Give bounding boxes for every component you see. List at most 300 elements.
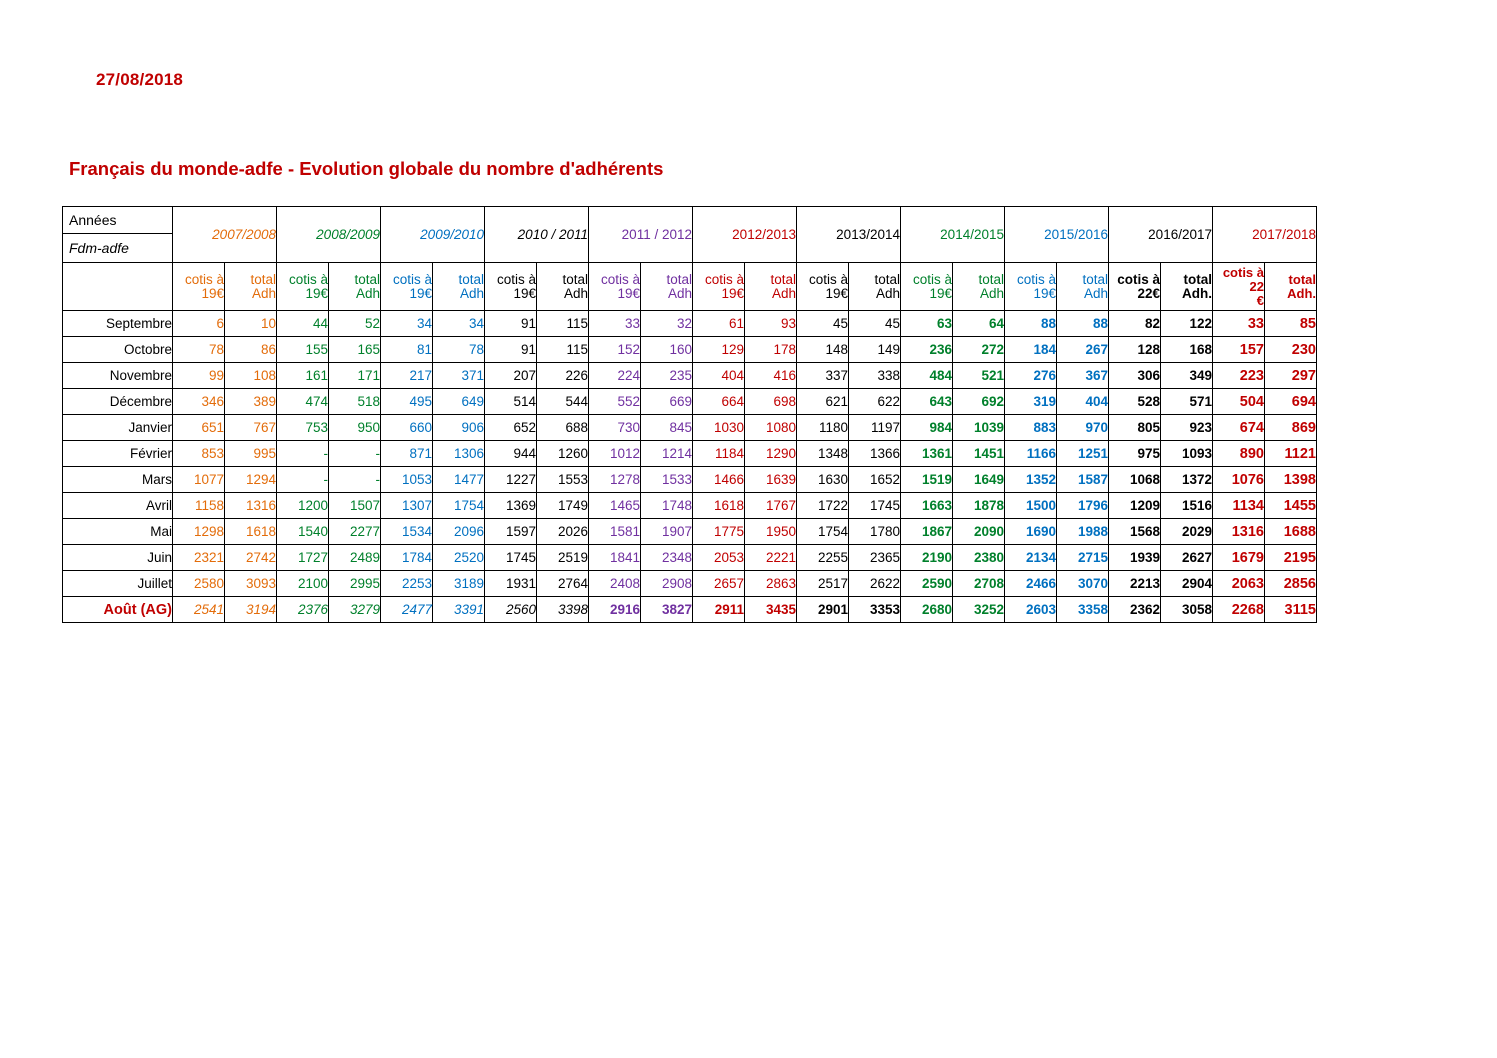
row-month-label: Mars xyxy=(63,467,173,493)
table-cell: 1841 xyxy=(589,545,641,571)
table-cell: 44 xyxy=(277,311,329,337)
table-cell: 3058 xyxy=(1161,597,1213,623)
table-cell: 1053 xyxy=(381,467,433,493)
table-cell: 1519 xyxy=(901,467,953,493)
table-cell: 950 xyxy=(329,415,381,441)
table-cell: 1068 xyxy=(1109,467,1161,493)
table-cell: 2908 xyxy=(641,571,693,597)
table-cell: 2365 xyxy=(849,545,901,571)
table-header-subcolumns xyxy=(63,263,1317,311)
table-cell: 3093 xyxy=(225,571,277,597)
table-cell: 1568 xyxy=(1109,519,1161,545)
table-cell: 528 xyxy=(1109,389,1161,415)
table-cell: 1754 xyxy=(797,519,849,545)
table-cell: 161 xyxy=(277,363,329,389)
subcolumn-header-5-0: cotis à 19€ xyxy=(693,263,745,311)
table-cell: 235 xyxy=(641,363,693,389)
table-cell: 85 xyxy=(1265,311,1317,337)
table-cell: 404 xyxy=(1057,389,1109,415)
table-cell: 226 xyxy=(537,363,589,389)
table-cell: 869 xyxy=(1265,415,1317,441)
table-cell: 1775 xyxy=(693,519,745,545)
table-cell: 1316 xyxy=(225,493,277,519)
table-cell: 688 xyxy=(537,415,589,441)
table-cell: 1663 xyxy=(901,493,953,519)
table-cell: 34 xyxy=(433,311,485,337)
table-cell: 970 xyxy=(1057,415,1109,441)
table-cell: 664 xyxy=(693,389,745,415)
table-cell: 514 xyxy=(485,389,537,415)
row-month-label: Janvier xyxy=(63,415,173,441)
table-cell: 32 xyxy=(641,311,693,337)
table-cell: 1076 xyxy=(1213,467,1265,493)
table-cell: 78 xyxy=(173,337,225,363)
table-cell: 91 xyxy=(485,311,537,337)
table-cell: 91 xyxy=(485,337,537,363)
subcolumn-header-3-0: cotis à 19€ xyxy=(485,263,537,311)
table-cell: 923 xyxy=(1161,415,1213,441)
table-cell: 2376 xyxy=(277,597,329,623)
table-cell: - xyxy=(329,467,381,493)
table-cell: 1361 xyxy=(901,441,953,467)
table-cell: 115 xyxy=(537,311,589,337)
table-cell: 157 xyxy=(1213,337,1265,363)
table-cell: 1748 xyxy=(641,493,693,519)
subcolumn-header-7-0: cotis à 19€ xyxy=(901,263,953,311)
table-cell: 1516 xyxy=(1161,493,1213,519)
table-cell: 1727 xyxy=(277,545,329,571)
table-row xyxy=(63,545,1317,571)
table-cell: 1745 xyxy=(849,493,901,519)
table-cell: 224 xyxy=(589,363,641,389)
subcolumn-header-4-0: cotis à 19€ xyxy=(589,263,641,311)
table-cell: 944 xyxy=(485,441,537,467)
table-cell: 3358 xyxy=(1057,597,1109,623)
table-cell: 115 xyxy=(537,337,589,363)
table-cell: 1540 xyxy=(277,519,329,545)
table-cell: 1679 xyxy=(1213,545,1265,571)
subcolumn-header-2-0: cotis à 19€ xyxy=(381,263,433,311)
table-cell: 2253 xyxy=(381,571,433,597)
table-cell: 1134 xyxy=(1213,493,1265,519)
table-cell: 2063 xyxy=(1213,571,1265,597)
table-cell: 81 xyxy=(381,337,433,363)
table-cell: 1796 xyxy=(1057,493,1109,519)
table-cell: 2519 xyxy=(537,545,589,571)
table-cell: 2680 xyxy=(901,597,953,623)
table-cell: 1278 xyxy=(589,467,641,493)
table-cell: 1878 xyxy=(953,493,1005,519)
table-row xyxy=(63,467,1317,493)
table-cell: 1180 xyxy=(797,415,849,441)
table-cell: 108 xyxy=(225,363,277,389)
year-group-header-9: 2016/2017 xyxy=(1109,207,1213,263)
table-cell: 10 xyxy=(225,311,277,337)
table-cell: 45 xyxy=(849,311,901,337)
table-cell: 1722 xyxy=(797,493,849,519)
table-cell: 389 xyxy=(225,389,277,415)
subcolumn-header-0-0: cotis à 19€ xyxy=(173,263,225,311)
subcolumn-header-4-1: total Adh xyxy=(641,263,693,311)
table-cell: 2255 xyxy=(797,545,849,571)
table-cell: 1398 xyxy=(1265,467,1317,493)
table-cell: 871 xyxy=(381,441,433,467)
table-cell: 86 xyxy=(225,337,277,363)
table-cell: 2764 xyxy=(537,571,589,597)
table-cell: 1745 xyxy=(485,545,537,571)
subcolumn-header-9-0: cotis à 22€ xyxy=(1109,263,1161,311)
table-cell: 349 xyxy=(1161,363,1213,389)
table-row xyxy=(63,415,1317,441)
table-cell: 1534 xyxy=(381,519,433,545)
table-cell: 651 xyxy=(173,415,225,441)
table-cell: 2627 xyxy=(1161,545,1213,571)
subcolumn-header-5-1: total Adh xyxy=(745,263,797,311)
table-cell: - xyxy=(329,441,381,467)
table-cell: 1688 xyxy=(1265,519,1317,545)
table-cell: 1012 xyxy=(589,441,641,467)
table-cell: 168 xyxy=(1161,337,1213,363)
table-cell: 1077 xyxy=(173,467,225,493)
table-cell: 64 xyxy=(953,311,1005,337)
table-cell: 2090 xyxy=(953,519,1005,545)
table-row xyxy=(63,337,1317,363)
table-cell: 230 xyxy=(1265,337,1317,363)
table-cell: 2221 xyxy=(745,545,797,571)
table-cell: 1455 xyxy=(1265,493,1317,519)
table-cell: 223 xyxy=(1213,363,1265,389)
row-month-label: Novembre xyxy=(63,363,173,389)
page-title: Français du monde-adfe - Evolution globale du nombre d'adhérents xyxy=(69,158,664,179)
table-cell: 1214 xyxy=(641,441,693,467)
table-row xyxy=(63,311,1317,337)
table-cell: 3435 xyxy=(745,597,797,623)
table-cell: 6 xyxy=(173,311,225,337)
table-row xyxy=(63,597,1317,623)
table-cell: 649 xyxy=(433,389,485,415)
table-cell: 3391 xyxy=(433,597,485,623)
table-cell: 276 xyxy=(1005,363,1057,389)
table-cell: 643 xyxy=(901,389,953,415)
table-cell: 2213 xyxy=(1109,571,1161,597)
corner-years-label: Années xyxy=(63,207,172,234)
table-cell: 1451 xyxy=(953,441,1005,467)
table-cell: 2268 xyxy=(1213,597,1265,623)
table-cell: 3398 xyxy=(537,597,589,623)
table-cell: 171 xyxy=(329,363,381,389)
table-cell: 621 xyxy=(797,389,849,415)
table-cell: 845 xyxy=(641,415,693,441)
table-cell: 2541 xyxy=(173,597,225,623)
table-cell: 1039 xyxy=(953,415,1005,441)
table-cell: 975 xyxy=(1109,441,1161,467)
table-cell: 2856 xyxy=(1265,571,1317,597)
table-row xyxy=(63,571,1317,597)
table-cell: 1316 xyxy=(1213,519,1265,545)
subcolumn-header-6-1: total Adh xyxy=(849,263,901,311)
table-cell: 1166 xyxy=(1005,441,1057,467)
table-cell: 1348 xyxy=(797,441,849,467)
table-cell: 207 xyxy=(485,363,537,389)
table-cell: 730 xyxy=(589,415,641,441)
table-cell: 2715 xyxy=(1057,545,1109,571)
table-cell: 1121 xyxy=(1265,441,1317,467)
table-cell: 753 xyxy=(277,415,329,441)
table-cell: 404 xyxy=(693,363,745,389)
table-cell: 2134 xyxy=(1005,545,1057,571)
table-cell: 1294 xyxy=(225,467,277,493)
table-cell: 1507 xyxy=(329,493,381,519)
table-cell: 2657 xyxy=(693,571,745,597)
year-group-header-10: 2017/2018 xyxy=(1213,207,1317,263)
table-cell: 1587 xyxy=(1057,467,1109,493)
table-cell: 2560 xyxy=(485,597,537,623)
table-cell: 1251 xyxy=(1057,441,1109,467)
table-cell: 652 xyxy=(485,415,537,441)
subcolumn-header-2-1: total Adh xyxy=(433,263,485,311)
table-cell: 1200 xyxy=(277,493,329,519)
subcolumn-header-10-1: total Adh. xyxy=(1265,263,1317,311)
table-cell: 34 xyxy=(381,311,433,337)
table-cell: 1209 xyxy=(1109,493,1161,519)
table-cell: 698 xyxy=(745,389,797,415)
table-cell: 674 xyxy=(1213,415,1265,441)
table-cell: 93 xyxy=(745,311,797,337)
table-cell: 3070 xyxy=(1057,571,1109,597)
table-row xyxy=(63,493,1317,519)
table-cell: 178 xyxy=(745,337,797,363)
table-cell: 2321 xyxy=(173,545,225,571)
table-cell: 495 xyxy=(381,389,433,415)
year-group-header-3: 2010 / 2011 xyxy=(485,207,589,263)
table-cell: 995 xyxy=(225,441,277,467)
row-month-label: Mai xyxy=(63,519,173,545)
table-cell: 61 xyxy=(693,311,745,337)
table-cell: 2489 xyxy=(329,545,381,571)
table-body xyxy=(63,311,1317,623)
row-month-label: Septembre xyxy=(63,311,173,337)
table-cell: 2466 xyxy=(1005,571,1057,597)
table-cell: 149 xyxy=(849,337,901,363)
table-cell: 1533 xyxy=(641,467,693,493)
table-cell: 984 xyxy=(901,415,953,441)
table-cell: 2708 xyxy=(953,571,1005,597)
table-cell: 1553 xyxy=(537,467,589,493)
table-cell: 2190 xyxy=(901,545,953,571)
subcolumn-header-8-1: total Adh xyxy=(1057,263,1109,311)
table-cell: 1306 xyxy=(433,441,485,467)
table-cell: 1466 xyxy=(693,467,745,493)
table-cell: 338 xyxy=(849,363,901,389)
table-cell: 371 xyxy=(433,363,485,389)
table-cell: 2348 xyxy=(641,545,693,571)
table-cell: 52 xyxy=(329,311,381,337)
table-cell: 1639 xyxy=(745,467,797,493)
table-cell: 337 xyxy=(797,363,849,389)
table-cell: 236 xyxy=(901,337,953,363)
table-cell: 1298 xyxy=(173,519,225,545)
table-corner-cell xyxy=(63,207,173,263)
table-cell: 297 xyxy=(1265,363,1317,389)
table-cell: 883 xyxy=(1005,415,1057,441)
table-cell: 416 xyxy=(745,363,797,389)
table-cell: 128 xyxy=(1109,337,1161,363)
row-month-label: Octobre xyxy=(63,337,173,363)
year-group-header-2: 2009/2010 xyxy=(381,207,485,263)
table-cell: 1597 xyxy=(485,519,537,545)
table-cell: 660 xyxy=(381,415,433,441)
table-cell: 2477 xyxy=(381,597,433,623)
table-cell: 160 xyxy=(641,337,693,363)
table-cell: 2053 xyxy=(693,545,745,571)
year-group-header-0: 2007/2008 xyxy=(173,207,277,263)
row-month-label: Février xyxy=(63,441,173,467)
table-cell: 484 xyxy=(901,363,953,389)
table-cell: 1581 xyxy=(589,519,641,545)
table-cell: 3279 xyxy=(329,597,381,623)
subcolumn-header-8-0: cotis à 19€ xyxy=(1005,263,1057,311)
corner-org-label: Fdm-adfe xyxy=(69,240,129,256)
table-cell: 2901 xyxy=(797,597,849,623)
table-cell: 2029 xyxy=(1161,519,1213,545)
table-cell: 1080 xyxy=(745,415,797,441)
table-cell: 1372 xyxy=(1161,467,1213,493)
table-cell: 1260 xyxy=(537,441,589,467)
table-cell: 1754 xyxy=(433,493,485,519)
table-cell: 45 xyxy=(797,311,849,337)
table-cell: 1907 xyxy=(641,519,693,545)
table-cell: 1366 xyxy=(849,441,901,467)
table-cell: 3827 xyxy=(641,597,693,623)
table-cell: 1780 xyxy=(849,519,901,545)
table-cell: 2380 xyxy=(953,545,1005,571)
table-cell: 217 xyxy=(381,363,433,389)
table-cell: 129 xyxy=(693,337,745,363)
table-cell: 165 xyxy=(329,337,381,363)
table-cell: 1093 xyxy=(1161,441,1213,467)
subcolumn-header-7-1: total Adh xyxy=(953,263,1005,311)
table-row xyxy=(63,519,1317,545)
row-month-label: Août (AG) xyxy=(63,597,173,623)
row-month-label: Décembre xyxy=(63,389,173,415)
table-cell: 1988 xyxy=(1057,519,1109,545)
table-cell: 694 xyxy=(1265,389,1317,415)
table-cell: 2580 xyxy=(173,571,225,597)
row-month-label: Juin xyxy=(63,545,173,571)
subcolumn-header-10-0: cotis à 22 € xyxy=(1213,263,1265,311)
table-cell: 906 xyxy=(433,415,485,441)
table-cell: 78 xyxy=(433,337,485,363)
table-cell: 155 xyxy=(277,337,329,363)
table-cell: 1197 xyxy=(849,415,901,441)
table-cell: 122 xyxy=(1161,311,1213,337)
table-cell: 2096 xyxy=(433,519,485,545)
membership-evolution-table-container xyxy=(62,206,1317,623)
table-cell: 1030 xyxy=(693,415,745,441)
table-cell: 1369 xyxy=(485,493,537,519)
table-cell: 2622 xyxy=(849,571,901,597)
table-cell: 2517 xyxy=(797,571,849,597)
table-cell: 319 xyxy=(1005,389,1057,415)
table-cell: 1749 xyxy=(537,493,589,519)
table-cell: 3115 xyxy=(1265,597,1317,623)
table-cell: 33 xyxy=(1213,311,1265,337)
table-cell: 306 xyxy=(1109,363,1161,389)
table-cell: 669 xyxy=(641,389,693,415)
membership-evolution-table xyxy=(62,206,1317,623)
table-cell: 267 xyxy=(1057,337,1109,363)
table-cell: 3189 xyxy=(433,571,485,597)
table-cell: 2408 xyxy=(589,571,641,597)
subcolumn-header-1-0: cotis à 19€ xyxy=(277,263,329,311)
table-cell: 1784 xyxy=(381,545,433,571)
table-cell: 2590 xyxy=(901,571,953,597)
table-cell: 853 xyxy=(173,441,225,467)
table-cell: 1618 xyxy=(225,519,277,545)
subheader-empty-cell xyxy=(63,263,173,311)
subcolumn-header-9-1: total Adh. xyxy=(1161,263,1213,311)
table-cell: 99 xyxy=(173,363,225,389)
table-cell: 1690 xyxy=(1005,519,1057,545)
table-cell: 2916 xyxy=(589,597,641,623)
table-cell: 2277 xyxy=(329,519,381,545)
table-cell: 2603 xyxy=(1005,597,1057,623)
table-cell: 1352 xyxy=(1005,467,1057,493)
table-cell: 2863 xyxy=(745,571,797,597)
table-cell: 1867 xyxy=(901,519,953,545)
subcolumn-header-6-0: cotis à 19€ xyxy=(797,263,849,311)
table-cell: 1477 xyxy=(433,467,485,493)
table-cell: 2362 xyxy=(1109,597,1161,623)
year-group-header-4: 2011 / 2012 xyxy=(589,207,693,263)
year-group-header-6: 2013/2014 xyxy=(797,207,901,263)
table-cell: 622 xyxy=(849,389,901,415)
table-cell: 2904 xyxy=(1161,571,1213,597)
table-cell: 1649 xyxy=(953,467,1005,493)
table-cell: 1158 xyxy=(173,493,225,519)
table-cell: 184 xyxy=(1005,337,1057,363)
table-cell: 521 xyxy=(953,363,1005,389)
table-cell: 1630 xyxy=(797,467,849,493)
table-cell: - xyxy=(277,441,329,467)
table-cell: 474 xyxy=(277,389,329,415)
table-cell: 1307 xyxy=(381,493,433,519)
row-month-label: Juillet xyxy=(63,571,173,597)
table-cell: 692 xyxy=(953,389,1005,415)
table-cell: 346 xyxy=(173,389,225,415)
table-cell: 1652 xyxy=(849,467,901,493)
table-row xyxy=(63,363,1317,389)
table-cell: 2742 xyxy=(225,545,277,571)
table-cell: 367 xyxy=(1057,363,1109,389)
table-cell: 148 xyxy=(797,337,849,363)
table-cell: 88 xyxy=(1005,311,1057,337)
table-cell: 1184 xyxy=(693,441,745,467)
table-row xyxy=(63,389,1317,415)
table-cell: 1931 xyxy=(485,571,537,597)
year-group-header-8: 2015/2016 xyxy=(1005,207,1109,263)
year-group-header-5: 2012/2013 xyxy=(693,207,797,263)
table-cell: 518 xyxy=(329,389,381,415)
table-header-years xyxy=(63,207,1317,263)
table-cell: 1465 xyxy=(589,493,641,519)
table-cell: 1500 xyxy=(1005,493,1057,519)
table-cell: 2100 xyxy=(277,571,329,597)
table-cell: - xyxy=(277,467,329,493)
row-month-label: Avril xyxy=(63,493,173,519)
table-cell: 63 xyxy=(901,311,953,337)
table-cell: 3252 xyxy=(953,597,1005,623)
